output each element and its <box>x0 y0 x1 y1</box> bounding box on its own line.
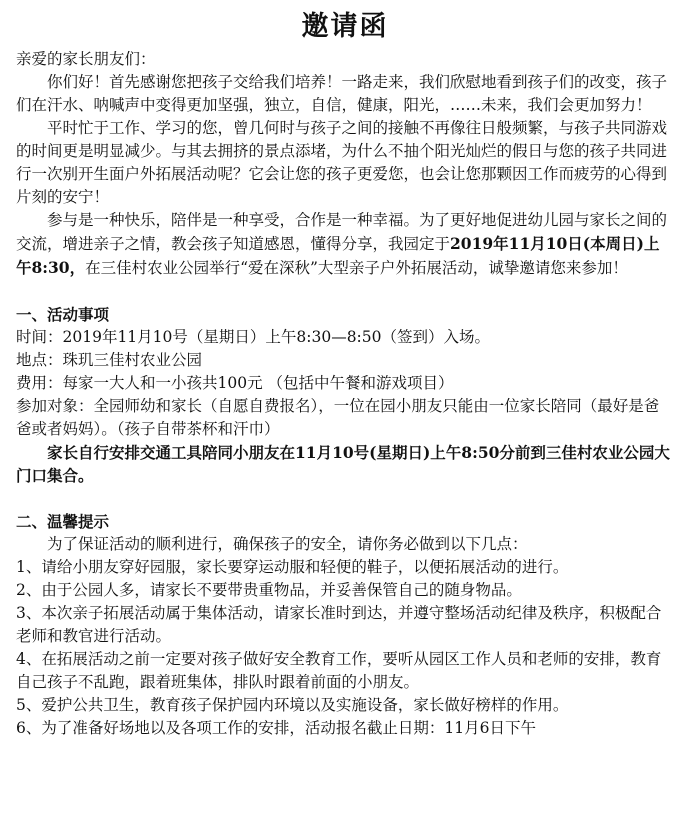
event-fee: 费用：每家一大人和一小孩共100元 （包括中午餐和游戏项目） <box>16 374 454 392</box>
intro-paragraph-3-pre: 参与是一种快乐，陪伴是一种享受，合作是一种幸福。为了更好地促进幼儿园与家长之间的交流，增进亲子之情，教会孩子知道感恩，懂得分享，我园定于 <box>16 211 668 253</box>
intro-paragraph-1: 你们好！首先感谢您把孩子交给我们培养！一路走来，我们欣慰地看到孩子们的改变，孩子们在汗水、呐喊声中变得更加坚强，独立，自信，健康，阳光，……未来，我们会更加努力！ <box>16 73 668 114</box>
event-place: 地点：珠玑三佳村农业公园 <box>16 351 203 369</box>
tip-item: 5、爱护公共卫生，教育孩子保护园内环境以及实施设备，家长做好榜样的作用。 <box>16 696 569 714</box>
intro-paragraph-3 <box>16 209 674 280</box>
tips-intro: 为了保证活动的顺利进行，确保孩子的安全，请你务必做到以下几点： <box>47 535 528 553</box>
tip-item: 6、为了准备好场地以及各项工作的安排，活动报名截止日期：11月6日下午 <box>16 719 536 737</box>
intro-paragraph-2: 平时忙于工作、学习的您，曾几何时与孩子之间的接触不再像往日般频繁，与孩子共同游戏的时间更是明显减少。与其去拥挤的景点添堵，为什么不抽个阳光灿烂的假日与您的孩子共同进行一次别开生面户外拓展活动呢？它会让您的孩子更爱您，也会让您那颗因工作而疲劳的心得到片刻的安宁！ <box>16 119 668 206</box>
tip-item: 1、请给小朋友穿好园服，家长要穿运动服和轻便的鞋子，以便拓展活动的进行。 <box>16 558 569 576</box>
event-participants: 参加对象：全园师幼和家长（自愿自费报名），一位在园小朋友只能由一位家长陪同（最好是爸爸或者妈妈）。（孩子自带茶杯和汗巾） <box>16 397 660 438</box>
tip-item: 4、在拓展活动之前一定要对孩子做好安全教育工作，要听从园区工作人员和老师的安排，教育自己孩子不乱跑，跟着班集体，排队时跟着前面的小朋友。 <box>16 650 662 691</box>
event-time: 时间：2019年11月10号（星期日）上午8:30—8:50（签到）入场。 <box>16 328 491 346</box>
spacer <box>16 487 674 510</box>
section-1-heading: 一、活动事项 <box>16 305 110 324</box>
tip-item: 3、本次亲子拓展活动属于集体活动，请家长准时到达，并遵守整场活动纪律及秩序，积极配合老师和教官进行活动。 <box>16 604 662 645</box>
intro-paragraph-3-post: 在三佳村农业公园举行“爱在深秋”大型亲子户外拓展活动，诚挚邀请您来参加！ <box>85 259 628 277</box>
page-title: 邀请函 <box>301 11 389 42</box>
salutation: 亲爱的家长朋友们： <box>16 50 156 68</box>
assembly-notice: 家长自行安排交通工具陪同小朋友在11月10号(星期日)上午8:50分前到三佳村农业公园大门口集合。 <box>16 443 670 485</box>
event-date-highlight: 2019年11月10日(本周日)上午8:30， <box>16 234 660 277</box>
section-2-heading: 二、温馨提示 <box>16 512 110 531</box>
spacer <box>16 280 674 303</box>
tip-item: 2、由于公园人多，请家长不要带贵重物品，并妥善保管自己的随身物品。 <box>16 581 522 599</box>
